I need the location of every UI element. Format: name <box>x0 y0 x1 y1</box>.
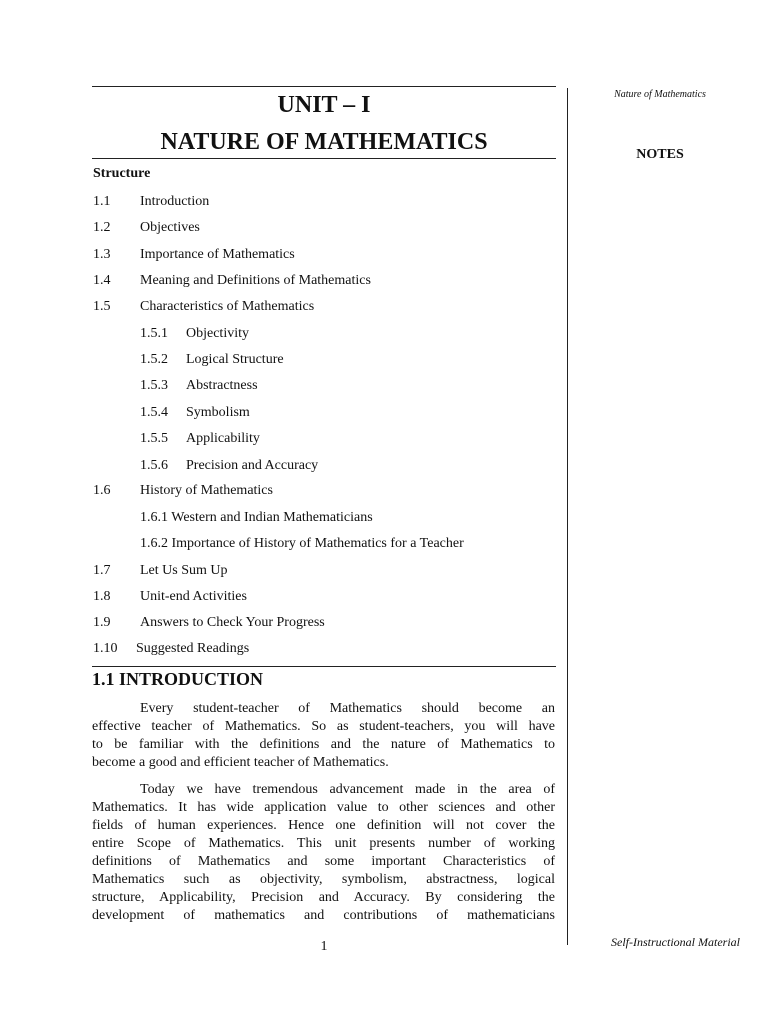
toc-label: Objectivity <box>186 326 249 341</box>
toc-label: History of Mathematics <box>140 483 273 498</box>
toc-number: 1.5.1 <box>140 326 168 341</box>
paragraph-line: definitions of Mathematics and some important Characteristics of <box>92 854 555 869</box>
paragraph-line: development of mathematics and contributions of mathematicians <box>92 908 555 923</box>
toc-label: 1.6.2 Importance of History of Mathematics for a Teacher <box>140 536 464 551</box>
toc-number: 1.5.4 <box>140 405 168 420</box>
paragraph-line: effective teacher of Mathematics. So as student-teachers, you will have <box>92 719 555 734</box>
running-header: Nature of Mathematics <box>614 89 706 100</box>
paragraph-line: to be familiar with the definitions and the nature of Mathematics to <box>92 737 555 752</box>
toc-number: 1.5.2 <box>140 352 168 367</box>
toc-label: Introduction <box>140 194 210 209</box>
paragraph <box>92 700 555 772</box>
title-rule <box>92 158 556 159</box>
toc-label: Objectives <box>140 220 200 235</box>
toc-label: Let Us Sum Up <box>140 563 228 578</box>
toc-number: 1.5.6 <box>140 458 168 473</box>
structure-end-rule <box>92 666 556 667</box>
toc-number: 1.1 <box>93 194 111 209</box>
page-number: 1 <box>320 939 328 954</box>
toc-label: Characteristics of Mathematics <box>140 299 315 314</box>
margin-divider <box>567 88 568 945</box>
structure-heading: Structure <box>93 166 151 181</box>
toc-label: Suggested Readings <box>136 641 250 656</box>
paragraph-line: Mathematics such as objectivity, symbolism, abstractness, logical <box>92 872 555 887</box>
paragraph-line: become a good and efficient teacher of Mathematics. <box>92 755 389 770</box>
notes-label: NOTES <box>636 147 684 162</box>
toc-number: 1.5 <box>93 299 111 314</box>
toc-number: 1.9 <box>93 615 111 630</box>
toc-number: 1.5.3 <box>140 378 168 393</box>
toc-number: 1.5.5 <box>140 431 168 446</box>
toc-label: Unit-end Activities <box>140 589 247 604</box>
toc-label: Precision and Accuracy <box>186 458 319 473</box>
paragraph-line: Today we have tremendous advancement made in the area of <box>140 782 555 797</box>
page-title: NATURE OF MATHEMATICS <box>160 129 488 155</box>
toc-label: Answers to Check Your Progress <box>140 615 325 630</box>
toc-number: 1.4 <box>93 273 111 288</box>
unit-number: UNIT – I <box>277 92 371 118</box>
toc-number: 1.10 <box>93 641 118 656</box>
paragraph-line: structure, Applicability, Precision and Accuracy. By considering the <box>92 890 555 905</box>
paragraph <box>92 781 555 925</box>
toc-label: Logical Structure <box>186 352 284 367</box>
paragraph-line: Mathematics. It has wide application value to other sciences and other <box>92 800 555 815</box>
toc-number: 1.3 <box>93 247 111 262</box>
toc-label: Applicability <box>186 431 260 446</box>
paragraph-line: fields of human experiences. Hence one definition will not cover the <box>92 818 555 833</box>
paragraph-line: entire Scope of Mathematics. This unit presents number of working <box>92 836 555 851</box>
section-heading: 1.1 INTRODUCTION <box>92 669 264 689</box>
toc-label: Symbolism <box>186 405 250 420</box>
toc-label: Meaning and Definitions of Mathematics <box>140 273 371 288</box>
toc-label: Importance of Mathematics <box>140 247 295 262</box>
toc-label: 1.6.1 Western and Indian Mathematicians <box>140 510 373 525</box>
toc-number: 1.8 <box>93 589 111 604</box>
toc-number: 1.2 <box>93 220 111 235</box>
running-footer: Self-Instructional Material <box>611 935 740 949</box>
top-rule <box>92 86 556 87</box>
toc-number: 1.6 <box>93 483 111 498</box>
toc-number: 1.7 <box>93 563 111 578</box>
toc-label: Abstractness <box>186 378 258 393</box>
paragraph-line: Every student-teacher of Mathematics should become an <box>140 701 555 716</box>
